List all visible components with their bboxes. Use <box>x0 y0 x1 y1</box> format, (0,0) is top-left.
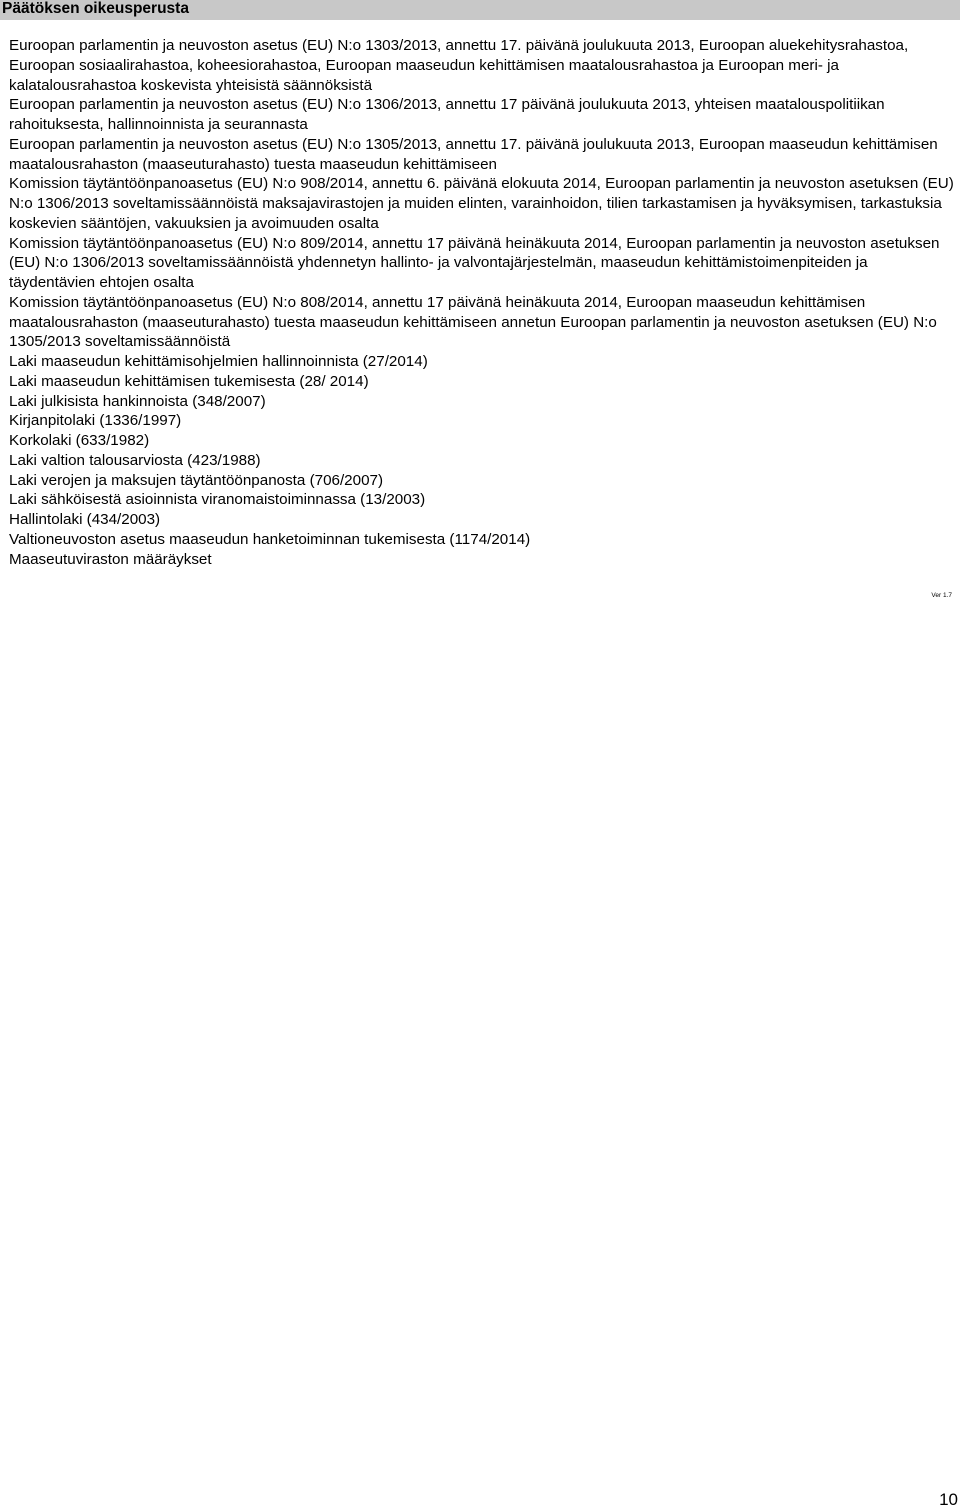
legal-basis-item: Laki maaseudun kehittämisohjelmien hallinnoinnista (27/2014) <box>9 353 428 370</box>
page-number: 10 <box>939 1490 958 1509</box>
legal-basis-item: Euroopan parlamentin ja neuvoston asetus (EU) N:o 1305/2013, annettu 17. päivänä joulukuuta 2013, Euroopan maaseudun kehittämisen maatalousrahaston (maaseuturahasto) tuesta maaseudun kehittämiseen <box>9 135 938 173</box>
legal-basis-item: Euroopan parlamentin ja neuvoston asetus (EU) N:o 1306/2013, annettu 17 päivänä joulukuuta 2013, yhteisen maatalouspolitiikan rahoituksesta, hallinnoinnista ja seurannasta <box>9 96 885 133</box>
version-label: Ver 1.7 <box>931 592 952 599</box>
legal-basis-item: Laki julkisista hankinnoista (348/2007) <box>9 392 266 410</box>
section-title: Päätöksen oikeusperusta <box>2 0 189 17</box>
legal-basis-item: Kirjanpitolaki (1336/1997) <box>9 412 182 430</box>
legal-basis-item: Komission täytäntöönpanoasetus (EU) N:o 908/2014, annettu 6. päivänä elokuuta 2014, Euroopan parlamentin ja neuvoston asetuksen (EU) N:o 1306/2013 soveltamissäännöistä maksajavirastojen ja muiden elinten, varainhoidon, tilien tarkastamisen ja hyväksymisen, tarkastuksia koskevien sääntöjen, vakuuksien ja avoimuuden osalta <box>9 175 954 232</box>
section-header <box>0 0 960 20</box>
legal-basis-item: Euroopan parlamentin ja neuvoston asetus (EU) N:o 1303/2013, annettu 17. päivänä joulukuuta 2013, Euroopan aluekehitysrahastoa, Euroopan sosiaalirahastoa, koheesiorahastoa, Euroopan maaseudun kehittämisen maatalousrahastoa ja Euroopan meri- ja kalatalousrahastoa koskevista yhteisistä säännöksistä <box>9 37 909 94</box>
legal-basis-item: Laki sähköisestä asioinnista viranomaistoiminnassa (13/2003) <box>9 491 426 509</box>
legal-basis-item: Laki valtion talousarviosta (423/1988) <box>9 451 261 469</box>
legal-basis-item: Komission täytäntöönpanoasetus (EU) N:o 809/2014, annettu 17 päivänä heinäkuuta 2014, Euroopan parlamentin ja neuvoston asetuksen (EU) N:o 1306/2013 soveltamissäännöistä yhdennetyn hallinto- ja valvontajärjestelmän, maaseudun kehittämistoimenpiteiden ja täydentävien ehtojen osalta <box>9 234 940 291</box>
legal-basis-item: Komission täytäntöönpanoasetus (EU) N:o 808/2014, annettu 17 päivänä heinäkuuta 2014, Euroopan maaseudun kehittämisen maatalousrahaston (maaseuturahasto) tuesta maaseudun kehittämiseen annetun Euroopan parlamentin ja neuvoston asetuksen (EU) N:o 1305/2013 soveltamissäännöistä <box>9 293 937 351</box>
legal-basis-item: Hallintolaki (434/2003) <box>9 511 161 528</box>
legal-basis-item: Maaseutuviraston määräykset <box>9 550 212 568</box>
legal-basis-item: Laki maaseudun kehittämisen tukemisesta (28/ 2014) <box>9 372 369 390</box>
legal-basis-item: Laki verojen ja maksujen täytäntöönpanosta (706/2007) <box>9 471 384 489</box>
legal-basis-item: Korkolaki (633/1982) <box>9 432 150 449</box>
legal-basis-list <box>9 36 955 569</box>
legal-basis-item: Valtioneuvoston asetus maaseudun hanketoiminnan tukemisesta (1174/2014) <box>9 530 531 548</box>
